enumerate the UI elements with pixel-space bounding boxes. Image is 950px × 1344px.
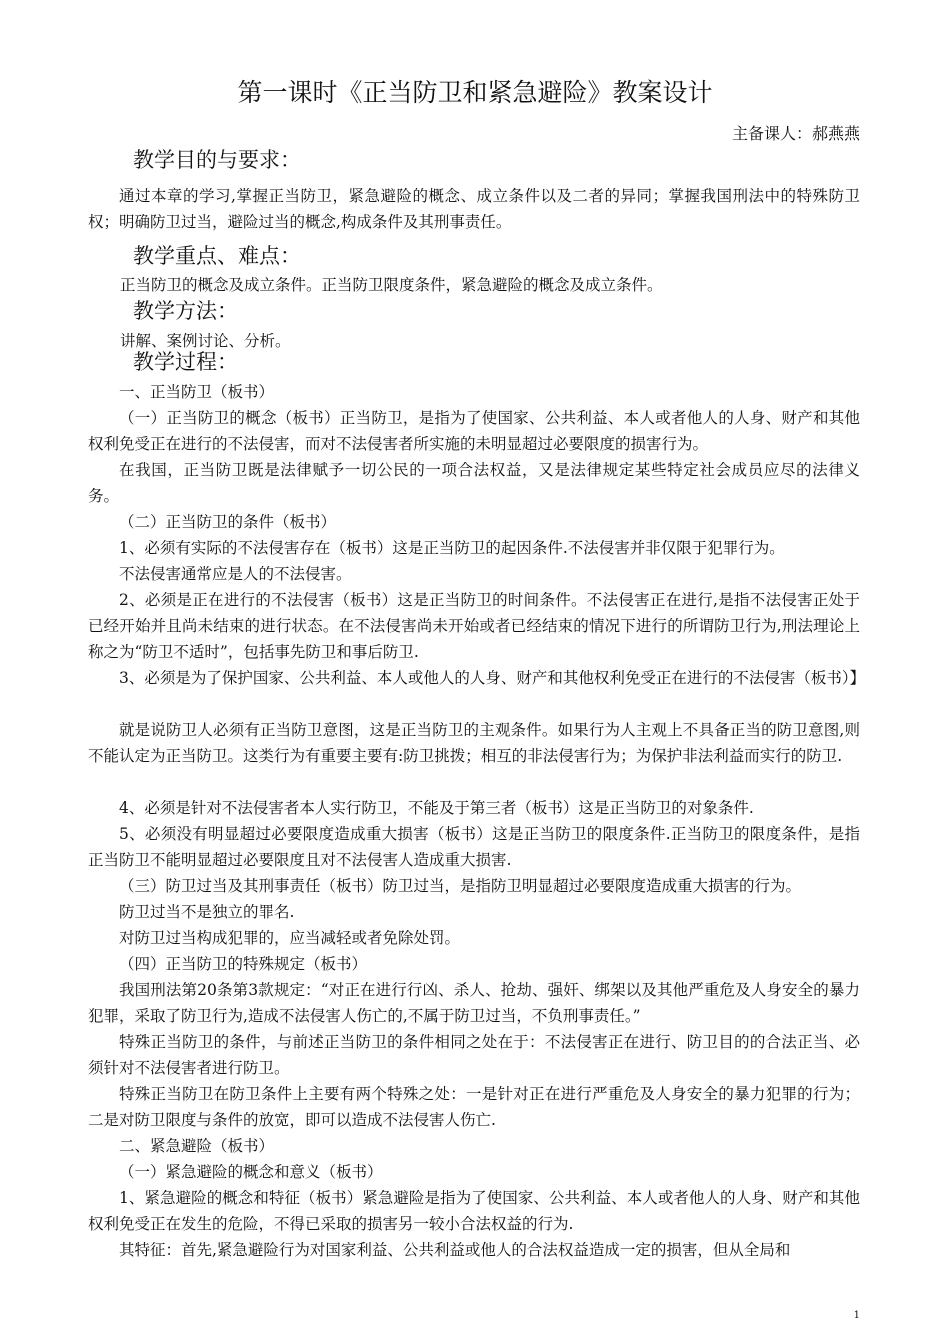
paragraph: 我国刑法第20条第3款规定：“对正在进行行凶、杀人、抢劫、强奸、绑架以及其他严重危及人身安全的暴力犯罪，采取了防卫行为,造成不法侵害人伤亡的,不属于防卫过当，不负刑事责任。” bbox=[88, 981, 860, 1026]
paragraph: （三）防卫过当及其刑事责任（板书）防卫过当，是指防卫明显超过必要限度造成重大损害的行为。 bbox=[119, 877, 802, 895]
paragraph: 就是说防卫人必须有正当防卫意图，这是正当防卫的主观条件。如果行为人主观上不具备正当的防卫意图,则不能认定为正当防卫。这类行为有重要主要有:防卫挑拨；相互的非法侵害行为；为保护非法利益而实行的防卫. bbox=[88, 721, 860, 766]
author-line: 主备课人：郝燕燕 bbox=[731, 124, 860, 143]
paragraph: 2、必须是正在进行的不法侵害（板书）这是正当防卫的时间条件。不法侵害正在进行,是指不法侵害正处于已经开始并且尚未结束的进行状态。在不法侵害尚未开始或者已经结束的情况下进行的所谓防卫行为,刑法理论上称之为“防卫不适时”，包括事先防卫和事后防卫. bbox=[88, 591, 860, 662]
heading-objectives: 教学目的与要求： bbox=[133, 148, 301, 172]
heading-methods: 教学方法： bbox=[133, 299, 238, 323]
paragraph: 4、必须是针对不法侵害者本人实行防卫，不能及于第三者（板书）这是正当防卫的对象条件. bbox=[119, 799, 754, 817]
paragraph: 正当防卫的概念及成立条件。正当防卫限度条件，紧急避险的概念及成立条件。 bbox=[120, 276, 663, 294]
paragraph: 在我国，正当防卫既是法律赋予一切公民的一项合法权益，又是法律规定某些特定社会成员应尽的法律义务。 bbox=[88, 461, 860, 506]
paragraph: 5、必须没有明显超过必要限度造成重大损害（板书）这是正当防卫的限度条件.正当防卫的限度条件，是指正当防卫不能明显超过必要限度且对不法侵害人造成重大损害. bbox=[88, 825, 860, 870]
document-title: 第一课时《正当防卫和紧急避险》教案设计 bbox=[237, 78, 713, 107]
paragraph: 3、必须是为了保护国家、公共利益、本人或他人的人身、财产和其他权利免受正在进行的不法侵害（板书）】 bbox=[119, 669, 866, 687]
page-number: 1 bbox=[853, 1310, 860, 1321]
section-heading: 二、紧急避险（板书） bbox=[119, 1137, 275, 1155]
paragraph: 不法侵害通常应是人的不法侵害。 bbox=[119, 565, 352, 583]
paragraph: 特殊正当防卫的条件，与前述正当防卫的条件相同之处在于：不法侵害正在进行、防卫目的的合法正当、必须针对不法侵害者进行防卫。 bbox=[88, 1033, 860, 1078]
paragraph: 特殊正当防卫在防卫条件上主要有两个特殊之处：一是针对正在进行严重危及人身安全的暴力犯罪的行为；二是对防卫限度与条件的放宽，即可以造成不法侵害人伤亡. bbox=[88, 1085, 860, 1130]
heading-key-points: 教学重点、难点： bbox=[133, 244, 301, 268]
paragraph: 其特征：首先,紧急避险行为对国家利益、公共利益或他人的合法权益造成一定的损害，但从全局和 bbox=[119, 1241, 791, 1259]
paragraph: 1、紧急避险的概念和特征（板书）紧急避险是指为了使国家、公共利益、本人或者他人的人身、财产和其他权利免受正在发生的危险，不得已采取的损害另一较小合法权益的行为. bbox=[88, 1189, 860, 1234]
heading-process: 教学过程： bbox=[133, 350, 238, 374]
paragraph: （一）正当防卫的概念（板书）正当防卫，是指为了使国家、公共利益、本人或者他人的人身、财产和其他权利免受正在进行的不法侵害，而对不法侵害者所实施的未明显超过必要限度的损害行为。 bbox=[88, 409, 860, 454]
paragraph: 对防卫过当构成犯罪的，应当减轻或者免除处罚。 bbox=[119, 929, 461, 947]
paragraph: 讲解、案例讨论、分析。 bbox=[120, 332, 291, 350]
section-heading: 一、正当防卫（板书） bbox=[119, 383, 275, 401]
paragraph: 防卫过当不是独立的罪名. bbox=[119, 903, 295, 921]
paragraph: 1、必须有实际的不法侵害存在（板书）这是正当防卫的起因条件.不法侵害并非仅限于犯罪行为。 bbox=[119, 539, 785, 557]
subsection-heading: （一）紧急避险的概念和意义（板书） bbox=[119, 1163, 383, 1181]
subsection-heading: （二）正当防卫的条件（板书） bbox=[119, 513, 337, 531]
subsection-heading: （四）正当防卫的特殊规定（板书） bbox=[119, 955, 368, 973]
paragraph: 通过本章的学习,掌握正当防卫，紧急避险的概念、成立条件以及二者的异同；掌握我国刑法中的特殊防卫权；明确防卫过当，避险过当的概念,构成条件及其刑事责任。 bbox=[88, 187, 860, 232]
